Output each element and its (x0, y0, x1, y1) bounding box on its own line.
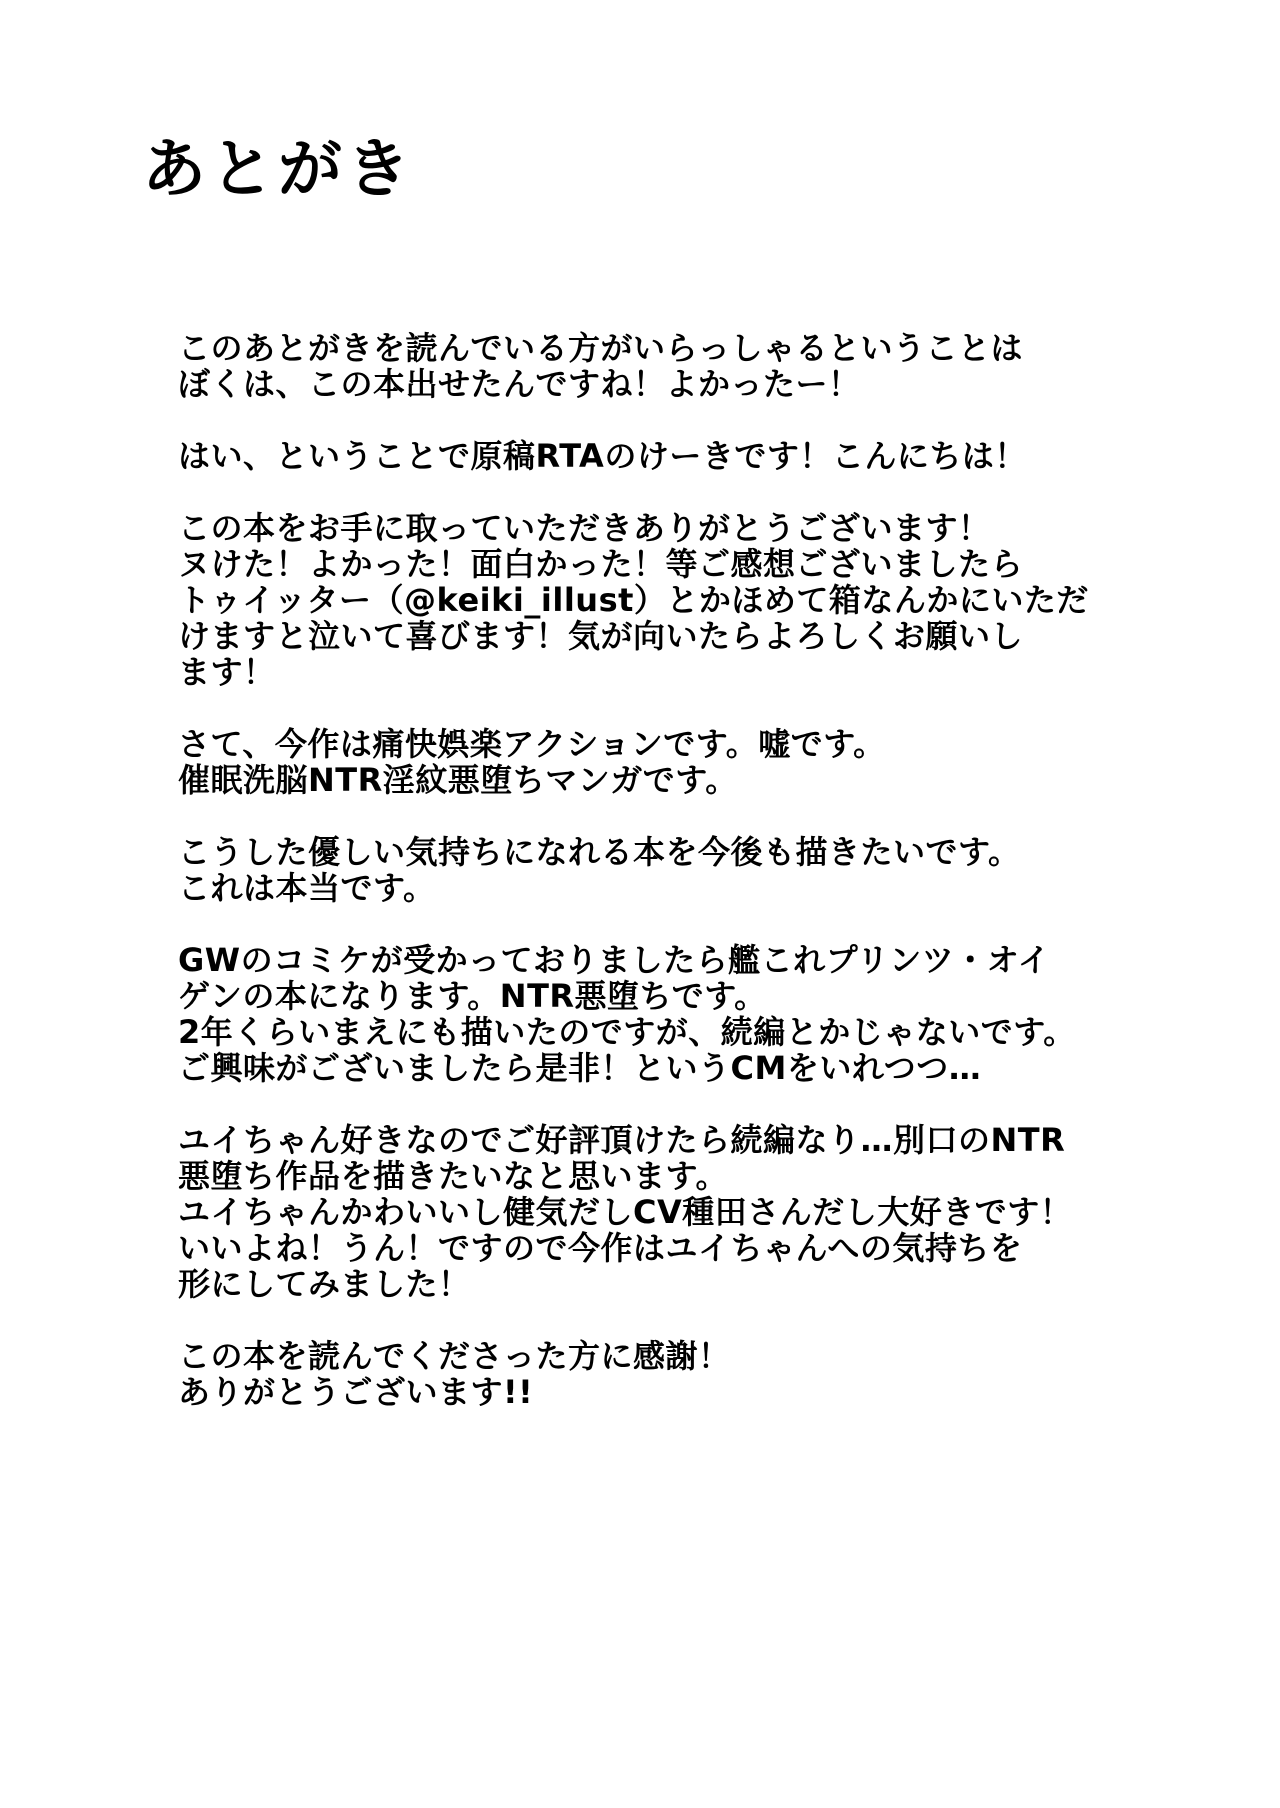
afterword-body (178, 330, 1178, 1446)
text-line: 催眠洗脳NTR淫紋悪堕ちマンガです。 (178, 761, 738, 799)
text-line: ぼくは、この本出せたんですね！よかったー！ (178, 365, 861, 403)
text-line: ヌけた！よかった！面白かった！等ご感想ございましたら (178, 545, 1024, 583)
paragraph-intro (178, 438, 1178, 474)
paragraph-event (178, 942, 1178, 1086)
text-line: こうした優しい気持ちになれる本を今後も描きたいです。 (178, 833, 1021, 871)
text-line: けますと泣いて喜びます！気が向いたらよろしくお願いし (178, 617, 1024, 655)
text-line: ます！ (178, 653, 276, 691)
paragraph-thanks (178, 510, 1178, 690)
paragraph-character (178, 1122, 1178, 1302)
text-line: ゲンの本になります。NTR悪堕ちです。 (178, 977, 767, 1015)
text-line: このあとがきを読んでいる方がいらっしゃるということは (178, 329, 1024, 367)
text-line: ご興味がございましたら是非！というCMをいれつつ… (178, 1049, 982, 1087)
paragraph-future (178, 834, 1178, 906)
text-line: ユイちゃんかわいいし健気だしCV種田さんだし大好きです！ (178, 1193, 1073, 1231)
text-line: この本を読んでくださった方に感謝！ (178, 1337, 731, 1375)
text-line: 2年くらいまえにも描いたのですが、続編とかじゃないです。 (178, 1013, 1076, 1051)
paragraph-closing (178, 1338, 1178, 1410)
text-line: さて、今作は痛快娯楽アクションです。嘘です。 (178, 725, 886, 763)
text-line: これは本当です。 (178, 869, 436, 907)
text-line: ユイちゃん好きなのでご好評頂けたら続編なり…別口のNTR (178, 1121, 1066, 1159)
text-line: ありがとうございます!! (178, 1373, 534, 1411)
paragraph-genre (178, 726, 1178, 798)
text-line: トゥイッター（@keiki_illust）とかほめて箱なんかにいただ (178, 581, 1089, 619)
text-line: GWのコミケが受かっておりましたら艦これプリンツ・オイ (178, 941, 1051, 979)
text-line: 形にしてみました！ (178, 1265, 471, 1303)
page-title: あとがき (142, 133, 414, 207)
text-line: はい、ということで原稿RTAのけーきです！こんにちは！ (178, 437, 1027, 475)
text-line: いいよね！うん！ですので今作はユイちゃんへの気持ちを (178, 1229, 1023, 1267)
text-line: 悪堕ち作品を描きたいなと思います。 (178, 1157, 728, 1195)
text-line: この本をお手に取っていただきありがとうございます！ (178, 509, 991, 547)
paragraph-greeting (178, 330, 1178, 402)
